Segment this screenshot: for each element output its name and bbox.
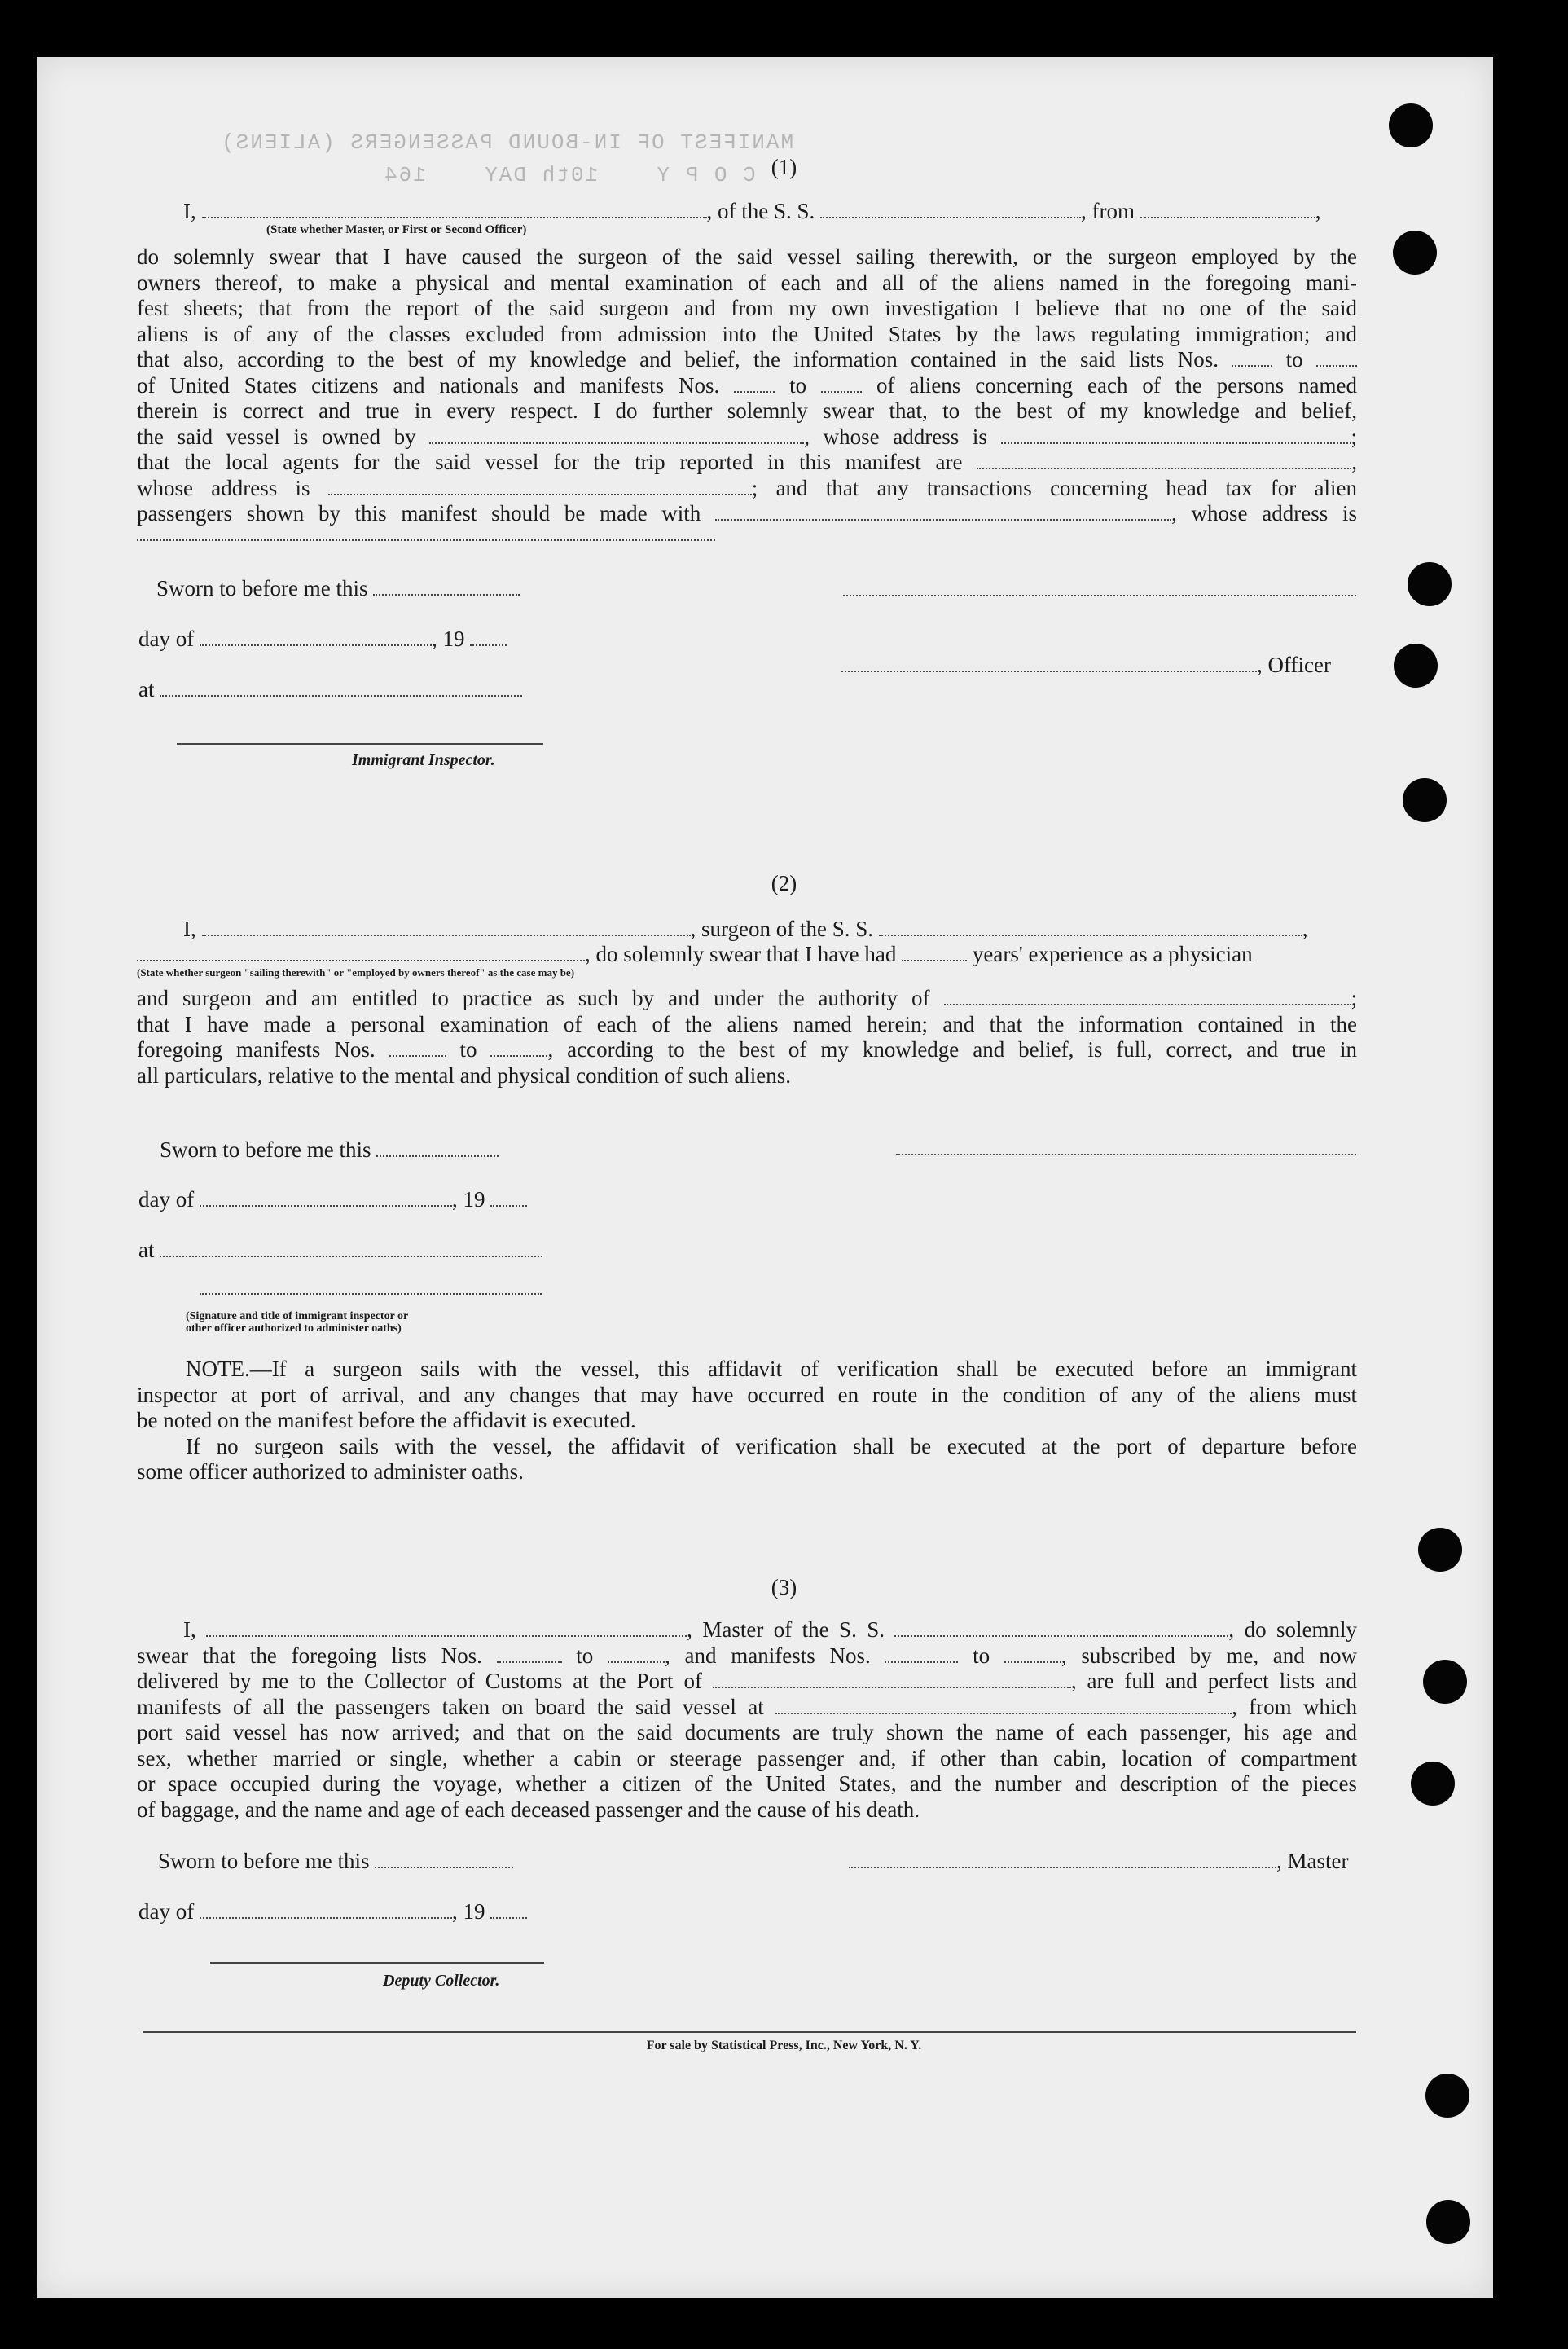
s1-signature-line[interactable] [843, 595, 1356, 596]
text: , 19 [431, 627, 465, 651]
punch-hole [1389, 103, 1433, 147]
section-3-body [137, 1617, 1357, 1823]
sig-caption-1: (Signature and title of immigrant inspector or [186, 1310, 409, 1322]
section-3-line-3 [137, 1669, 1357, 1695]
text: , and manifests Nos. [665, 1643, 871, 1668]
publisher-footer: For sale by Statistical Press, Inc., New York, N. Y. [646, 2039, 922, 2052]
text: fest sheets; that from the report of the said surgeon and from my own investigation I believe that no one of the said [137, 296, 1357, 320]
text: at [138, 677, 155, 702]
text: whose address is [137, 475, 310, 500]
s3-ship-field[interactable] [894, 1617, 1228, 1637]
footer-divider [143, 2031, 1356, 2033]
s3-year-field[interactable] [490, 1899, 527, 1919]
punch-hole [1425, 2074, 1469, 2118]
text: to [1285, 347, 1303, 372]
s1-day-of-label [138, 626, 507, 652]
departure-port-field[interactable] [1140, 199, 1315, 218]
text: , from [1081, 199, 1135, 223]
text: to [789, 372, 807, 398]
deputy-collector-signature-line[interactable] [210, 1962, 544, 1964]
text: , Officer [1257, 653, 1331, 677]
text: to [973, 1643, 990, 1668]
section-2-line-3 [137, 986, 1357, 1012]
owner-address-field[interactable] [1001, 424, 1351, 444]
text: delivered by me to the Collector of Customs at the Port of [137, 1669, 702, 1693]
text: to [576, 1643, 594, 1668]
text: , according to the best of my knowledge and belief, is full, correct, and true in [547, 1037, 1358, 1062]
section-3-line-4 [137, 1695, 1357, 1721]
bleed-through-text: MANIFEST OF IN-BOUND PASSENGERS (ALIENS) [220, 130, 794, 155]
s1-year-field[interactable] [470, 627, 507, 646]
section-3-number: (3) [771, 1575, 797, 1599]
text: ; and that any transactions concerning head tax for alien [751, 475, 1357, 500]
s2-day-of-label [138, 1186, 527, 1212]
s3-day-of-label [138, 1898, 527, 1925]
immigrant-inspector-label: Immigrant Inspector. [352, 751, 495, 769]
text: be noted on the manifest before the affidavit is executed. [137, 1408, 636, 1432]
s2-inspector-signature-line[interactable] [200, 1293, 542, 1295]
text: foregoing manifests Nos. [137, 1037, 376, 1062]
text: , are full and perfect lists and [1070, 1669, 1357, 1693]
owner-field[interactable] [429, 424, 804, 444]
section-1-line-1 [183, 198, 1321, 224]
text: I, [183, 199, 196, 223]
surgeon-caption: (State whether surgeon "sailing therewith" or "employed by owners thereof" as the case may be) [137, 966, 575, 979]
text: , subscribed by me, and now [1061, 1643, 1358, 1668]
years-experience-field[interactable] [902, 942, 967, 961]
text: Sworn to before me this [158, 1849, 370, 1873]
s1-sworn-date-field[interactable] [373, 576, 520, 596]
s1-day-month-field[interactable] [200, 627, 432, 646]
punch-hole [1426, 2200, 1470, 2244]
text: that also, according to the best of my knowledge and belief, the information contained in the said lists Nos. [137, 347, 1219, 372]
master-officer-field[interactable] [202, 199, 707, 218]
section-1-line-11 [137, 501, 1357, 527]
s2-year-field[interactable] [490, 1187, 527, 1207]
punch-hole [1403, 778, 1447, 822]
text: sex, whether married or single, whether a cabin or steerage passenger and, if other than cabin, location of compartment [137, 1745, 1357, 1771]
text: , [1315, 199, 1321, 223]
text: I, [183, 917, 196, 941]
list-to-field[interactable] [1316, 347, 1357, 367]
s1-inspector-signature-line[interactable] [177, 743, 543, 745]
text: , of the S. S. [706, 199, 815, 223]
surgeon-name-field[interactable] [202, 917, 691, 936]
text: ; [1351, 986, 1358, 1010]
port-of-embarkation-field[interactable] [775, 1695, 1232, 1714]
s1-officer-signature-field[interactable] [841, 653, 1257, 672]
section-3-line-1 [137, 1617, 1357, 1643]
s1-at-label [138, 676, 522, 702]
section-3-line-2 [137, 1643, 1357, 1669]
text: the said vessel is owned by [137, 424, 416, 449]
section-2-body [137, 986, 1357, 1089]
text: do solemnly swear that I have caused the surgeon of the said vessel sailing therewith, or the surgeon employed by the [137, 244, 1357, 269]
text: and surgeon and am entitled to practice as such by and under the authority of [137, 986, 930, 1010]
s2-ship-field[interactable] [879, 917, 1302, 936]
text: at [138, 1238, 155, 1262]
s3-list-to-field[interactable] [608, 1643, 665, 1663]
s3-sworn-date-field[interactable] [375, 1849, 513, 1868]
text: , Master [1276, 1849, 1349, 1873]
section-2-line-1 [183, 916, 1308, 942]
practice-authority-field[interactable] [944, 986, 1351, 1005]
section-2-line-2 [137, 941, 1253, 967]
s1-officer-line [841, 652, 1331, 678]
sig-caption-2: other officer authorized to administer oaths) [186, 1322, 402, 1335]
text: some officer authorized to administer oaths. [137, 1459, 524, 1484]
text: , 19 [451, 1899, 485, 1924]
text: day of [138, 1187, 195, 1212]
s2-sworn-label [160, 1137, 499, 1163]
text: Sworn to before me this [156, 576, 368, 600]
text: If no surgeon sails with the vessel, the affidavit of verification shall be executed at the port of departure before [186, 1433, 1357, 1458]
text: , whose address is [1171, 501, 1357, 526]
ship-name-field[interactable] [820, 199, 1081, 218]
punch-hole [1418, 1528, 1462, 1572]
text: Sworn to before me this [160, 1137, 371, 1162]
punch-hole [1394, 644, 1438, 688]
manifest-from-field[interactable] [734, 373, 775, 393]
list-from-field[interactable] [1232, 347, 1272, 367]
text: day of [138, 1899, 195, 1924]
s2-place-field[interactable] [160, 1238, 542, 1257]
surgeon-status-field[interactable] [137, 942, 585, 961]
s3-master-name-field[interactable] [206, 1617, 687, 1637]
s3-manifest-to-field[interactable] [1004, 1643, 1061, 1663]
text: , do solemnly swear that I have had [585, 942, 897, 966]
section-1-line-8 [137, 424, 1357, 451]
section-1-line-5 [137, 347, 1357, 373]
text: or space occupied during the voyage, whether a citizen of the United States, and the number and description of the pieces [137, 1771, 1357, 1796]
text: , 19 [451, 1187, 485, 1212]
text: inspector at port of arrival, and any changes that may have occurred en route in the condition of any of the aliens must [137, 1382, 1357, 1407]
text: , do solemnly [1228, 1617, 1358, 1642]
text: that I have made a personal examination of each of the aliens named herein; and that the information contained in the [137, 1011, 1357, 1036]
s2-manifest-from-field[interactable] [389, 1037, 446, 1057]
punch-hole [1423, 1660, 1467, 1704]
s2-at-label [138, 1237, 542, 1263]
s3-sworn-label [158, 1848, 513, 1874]
text: , whose address is [804, 424, 987, 449]
text: I, [183, 1617, 196, 1642]
section-1-line-10 [137, 476, 1357, 502]
officer-caption: (State whether Master, or First or Second Officer) [266, 223, 527, 236]
punch-hole [1393, 231, 1437, 275]
text: ; [1351, 424, 1358, 449]
text: aliens is of any of the classes excluded from admission into the United States by the laws regulating immigration; and [137, 321, 1357, 346]
text: port said vessel has now arrived; and that on the said documents are truly shown the name of each passenger, his age and [137, 1720, 1357, 1744]
s1-sworn-label [156, 575, 520, 601]
section-1-line-9 [137, 450, 1357, 476]
section-1-number: (1) [771, 155, 797, 179]
surgeon-note [137, 1357, 1357, 1485]
manifest-to-field[interactable] [821, 373, 862, 393]
address-continuation-line[interactable] [137, 539, 715, 541]
text: NOTE.—If a surgeon sails with the vessel, this affidavit of verification shall be executed before an immigrant [186, 1357, 1357, 1381]
text: , [1351, 450, 1358, 474]
punch-hole [1408, 562, 1452, 606]
s1-place-field[interactable] [160, 677, 522, 697]
section-2-line-5 [137, 1037, 1357, 1063]
text: years' experience as a physician [972, 942, 1253, 966]
s3-day-month-field[interactable] [200, 1899, 452, 1919]
text: day of [138, 627, 195, 651]
s2-day-month-field[interactable] [200, 1187, 452, 1207]
section-2-number: (2) [771, 871, 797, 895]
agents-address-field[interactable] [328, 476, 752, 495]
s3-master-signature-field[interactable] [849, 1849, 1276, 1868]
bleed-through-text: C O P Y 10th DAY 164 [383, 163, 756, 187]
deputy-collector-label: Deputy Collector. [383, 1972, 500, 1990]
text: of United States citizens and nationals and manifests Nos. [137, 372, 720, 398]
text: owners thereof, to make a physical and mental examination of each and all of the aliens named in the foregoing mani- [137, 270, 1357, 295]
text: to [459, 1037, 477, 1062]
section-1-line-6 [137, 373, 1357, 399]
text: of baggage, and the name and age of each deceased passenger and the cause of his death. [137, 1797, 920, 1822]
text: , Master of the S. S. [687, 1617, 885, 1642]
port-of-arrival-field[interactable] [713, 1669, 1071, 1688]
s2-manifest-to-field[interactable] [490, 1037, 547, 1057]
s3-manifest-from-field[interactable] [885, 1643, 958, 1663]
text: passengers shown by this manifest should be made with [137, 501, 701, 526]
head-tax-party-field[interactable] [715, 501, 1171, 521]
text: manifests of all the passengers taken on board the said vessel at [137, 1694, 764, 1719]
text: swear that the foregoing lists Nos. [137, 1643, 482, 1668]
text: , surgeon of the S. S. [690, 917, 874, 941]
s3-list-from-field[interactable] [497, 1643, 562, 1663]
text: , from which [1232, 1694, 1357, 1719]
agents-field[interactable] [977, 450, 1351, 469]
s3-master-line [849, 1848, 1348, 1874]
s2-signature-line[interactable] [896, 1154, 1356, 1155]
text: therein is correct and true in every respect. I do further solemnly swear that, to the best of my knowledge and belief, [137, 398, 1357, 423]
s2-sworn-date-field[interactable] [376, 1137, 499, 1157]
section-1-body [137, 244, 1357, 527]
text: of aliens concerning each of the persons named [876, 372, 1358, 398]
text: all particulars, relative to the mental and physical condition of such aliens. [137, 1062, 791, 1088]
text: , [1302, 917, 1308, 941]
text: that the local agents for the said vessel for the trip reported in this manifest are [137, 450, 963, 474]
punch-hole [1411, 1762, 1455, 1806]
